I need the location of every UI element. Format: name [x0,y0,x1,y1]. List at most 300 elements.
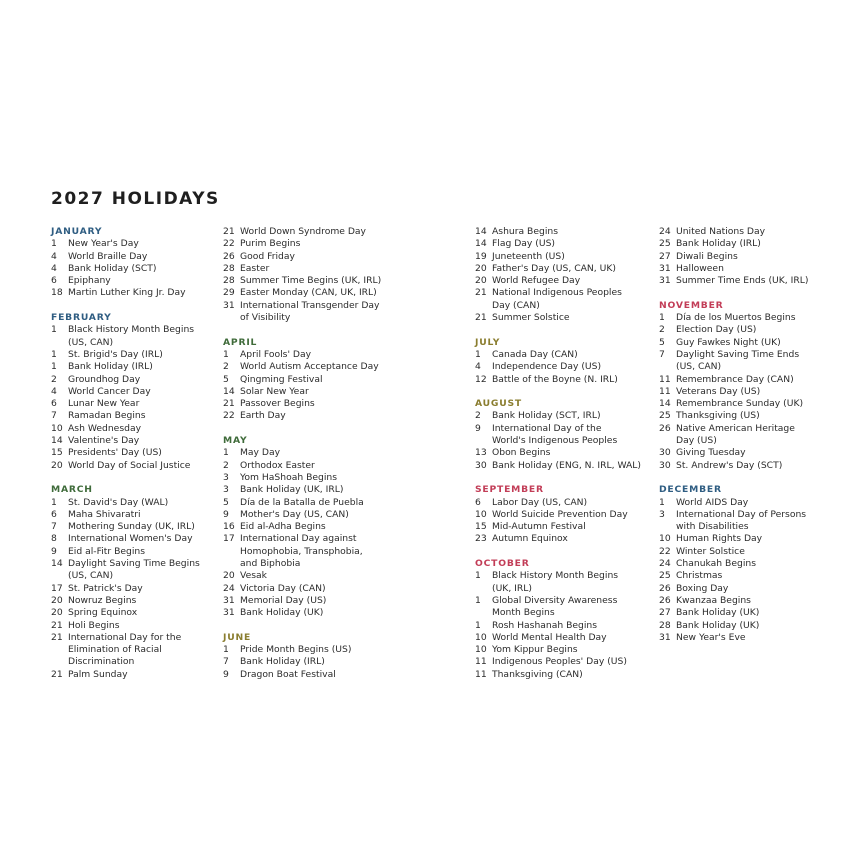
holiday-name: Orthodox Easter [240,459,315,471]
holiday-day-number: 21 [223,226,235,237]
day-spacer [475,300,492,312]
holiday-name: Bank Holiday (UK) [240,607,324,619]
holiday-entry [659,546,829,558]
holiday-entry [51,558,211,570]
holiday-day-number: 20 [475,275,487,287]
holiday-entry-continuation [51,656,211,668]
holiday-name: Chanukah Begins [676,558,756,570]
holiday-name: International Day for the [68,631,182,643]
holiday-name: Global Diversity Awareness [492,594,618,606]
holiday-name: May Day [240,447,281,459]
holiday-entry [223,374,398,386]
holiday-name: Canada Day (CAN) [492,348,578,360]
holiday-day-number: 30 [659,459,671,471]
holiday-entry [659,386,829,398]
holiday-entry-continuation [475,607,645,619]
holiday-entry [223,509,398,521]
holiday-name: Victoria Day (CAN) [240,582,326,594]
holiday-name: Ramadan Begins [68,410,146,422]
holiday-entry [51,509,211,521]
holiday-entry [475,669,645,681]
holiday-day-number: 19 [475,250,487,262]
holiday-name: Mother's Day (US, CAN) [240,508,349,520]
day-spacer [659,521,676,533]
holiday-day-number: 22 [659,545,671,557]
holiday-entry [659,620,829,632]
holiday-day-number: 9 [223,508,229,520]
holiday-day-number: 28 [659,619,671,631]
holiday-name: Homophobia, Transphobia, [240,545,363,557]
holiday-entry [223,251,398,263]
holiday-name: Día de la Batalla de Puebla [240,496,364,508]
holiday-entry [51,607,211,619]
holiday-day-number: 4 [51,250,57,262]
holiday-name: International Day of Persons [676,508,807,520]
holiday-entry [223,607,398,619]
holiday-day-number: 10 [51,422,63,434]
holiday-day-number: 7 [659,348,665,360]
holiday-name: Black History Month Begins [492,570,619,582]
holiday-entry [51,324,211,336]
holiday-day-number: 8 [51,533,57,545]
holiday-entry [659,251,829,263]
holiday-name: (US, CAN) [68,570,114,582]
holiday-entry [659,226,829,238]
holiday-name: Ashura Begins [492,226,558,237]
holiday-entry [659,349,829,361]
holiday-entry [223,595,398,607]
holiday-entry [51,423,211,435]
holiday-day-number: 31 [223,607,235,619]
holiday-entry [51,669,211,681]
holiday-name: April Fools' Day [240,348,312,360]
holiday-day-number: 6 [475,496,481,508]
holiday-day-number: 17 [223,533,235,545]
holiday-day-number: 10 [659,533,671,545]
holiday-name: World Braille Day [68,250,148,262]
holiday-name: World Down Syndrome Day [240,226,366,237]
holiday-name: Indigenous Peoples' Day (US) [492,656,627,668]
holiday-entry [223,669,398,681]
holiday-entry-continuation [475,435,645,447]
holiday-day-number: 2 [223,459,229,471]
holiday-day-number: 9 [223,668,229,680]
holiday-entry [659,570,829,582]
holiday-entry [475,533,645,545]
holiday-day-number: 14 [659,398,671,410]
holiday-entry-continuation [223,312,398,324]
holiday-entry [223,349,398,361]
holiday-name: Maha Shivaratri [68,508,141,520]
holiday-entry [223,410,398,422]
holiday-entry [659,337,829,349]
holiday-day-number: 6 [51,275,57,287]
holiday-entry [659,460,829,472]
holiday-column-4 [659,226,829,644]
holiday-day-number: 10 [475,508,487,520]
holiday-name: Purim Begins [240,238,301,250]
holiday-name: Battle of the Boyne (N. IRL) [492,373,618,385]
day-spacer [659,361,676,373]
holiday-entry [51,460,211,472]
holiday-name: Groundhog Day [68,373,141,385]
holiday-entry-continuation [51,337,211,349]
holiday-entry [659,410,829,422]
holiday-name: Bank Holiday (SCT) [68,262,157,274]
holiday-entry [51,398,211,410]
holiday-entry-continuation [51,644,211,656]
holiday-day-number: 25 [659,410,671,422]
holiday-day-number: 30 [475,459,487,471]
holiday-entry [51,447,211,459]
holiday-day-number: 1 [659,496,665,508]
holiday-day-number: 10 [475,644,487,656]
holiday-name: Juneteenth (US) [492,250,565,262]
holiday-name: Remembrance Sunday (UK) [676,398,804,410]
holiday-entry [475,570,645,582]
holiday-entry-continuation [475,300,645,312]
holiday-name: International Transgender Day [240,299,380,311]
holiday-name: World's Indigenous Peoples [492,435,618,447]
month-heading-april: APRIL [223,336,258,348]
holiday-name: Bank Holiday (IRL) [240,656,325,668]
holiday-entry [223,275,398,287]
holiday-entry [51,595,211,607]
holiday-name: World Autism Acceptance Day [240,361,379,373]
month-heading-may: MAY [223,435,248,447]
holiday-name: Memorial Day (US) [240,594,327,606]
holiday-entry [475,644,645,656]
holiday-entry [475,263,645,275]
holiday-name: Solar New Year [240,385,309,397]
day-spacer [475,583,492,595]
holiday-day-number: 27 [659,607,671,619]
holiday-column-3 [475,226,645,681]
holiday-entry [223,287,398,299]
day-spacer [51,337,68,349]
holiday-day-number: 21 [475,287,487,299]
holiday-name: Valentine's Day [68,435,140,447]
holiday-entry [51,497,211,509]
holiday-entry [223,521,398,533]
holiday-entry-continuation [223,558,398,570]
holiday-name: Veterans Day (US) [676,385,761,397]
holiday-name: Remembrance Day (CAN) [676,373,794,385]
day-spacer [659,435,676,447]
holiday-entry [475,632,645,644]
holiday-entry [223,300,398,312]
holiday-entry [659,374,829,386]
month-heading-august: AUGUST [475,398,522,410]
holiday-day-number: 16 [223,521,235,533]
holiday-day-number: 9 [51,545,57,557]
holiday-day-number: 14 [223,385,235,397]
holiday-name: Obon Begins [492,447,551,459]
holiday-name: Easter Monday (CAN, UK, IRL) [240,287,377,299]
holiday-name: Nowruz Begins [68,594,137,606]
holiday-entry [659,238,829,250]
holiday-entry [223,656,398,668]
month-heading-february: FEBRUARY [51,312,112,324]
holiday-name: Yom Kippur Begins [492,644,578,656]
holiday-column-2 [223,226,398,681]
holiday-day-number: 9 [475,422,481,434]
holiday-name: Yom HaShoah Begins [240,471,338,483]
holiday-entry [659,595,829,607]
holiday-day-number: 1 [223,447,229,459]
holiday-name: Christmas [676,570,723,582]
holiday-entry [223,460,398,472]
holiday-entry [51,349,211,361]
holiday-day-number: 27 [659,250,671,262]
holiday-day-number: 25 [659,238,671,250]
holiday-name: Giving Tuesday [676,447,746,459]
holiday-day-number: 2 [659,324,665,336]
holiday-name: Election Day (US) [676,324,757,336]
holiday-day-number: 4 [51,385,57,397]
holiday-name: World Cancer Day [68,385,151,397]
holiday-day-number: 24 [659,558,671,570]
holiday-day-number: 1 [51,238,57,250]
page-title: 2027 HOLIDAYS [51,189,220,209]
holiday-name: Daylight Saving Time Ends [676,348,800,360]
holiday-day-number: 31 [659,631,671,643]
holiday-name: New Year's Day [68,238,139,250]
month-heading-september: SEPTEMBER [475,484,544,496]
holiday-entry [223,484,398,496]
holiday-day-number: 3 [223,484,229,496]
holiday-day-number: 11 [475,668,487,680]
holiday-day-number: 11 [659,373,671,385]
holiday-name: Summer Time Ends (UK, IRL) [676,275,809,287]
holiday-name: Bank Holiday (UK) [676,619,760,631]
holiday-name: Rosh Hashanah Begins [492,619,598,631]
holiday-entry [51,620,211,632]
holiday-name: World Suicide Prevention Day [492,508,628,520]
holiday-day-number: 31 [223,594,235,606]
holiday-entry [223,386,398,398]
holiday-day-number: 17 [51,582,63,594]
holiday-entry [223,644,398,656]
holiday-entry [475,226,645,238]
holiday-name: International Women's Day [68,533,193,545]
holiday-day-number: 20 [51,594,63,606]
holiday-entry [51,632,211,644]
holiday-entry-continuation [223,546,398,558]
holiday-day-number: 7 [223,656,229,668]
holiday-entry [659,447,829,459]
holiday-entry [659,275,829,287]
holiday-name: New Year's Eve [676,631,746,643]
holiday-entry [475,447,645,459]
holiday-entry [223,263,398,275]
holiday-name: (UK, IRL) [492,582,532,594]
holiday-day-number: 31 [659,262,671,274]
holiday-entry [51,386,211,398]
holiday-entry [51,263,211,275]
holiday-entry [475,374,645,386]
holiday-day-number: 1 [51,348,57,360]
holiday-name: Mid-Autumn Festival [492,521,586,533]
holiday-entry [51,374,211,386]
holiday-name: Halloween [676,262,724,274]
holiday-day-number: 10 [475,631,487,643]
holiday-name: Summer Solstice [492,312,570,324]
holiday-day-number: 1 [475,594,481,606]
holiday-entry [475,287,645,299]
holiday-name: of Visibility [240,312,291,324]
holiday-entry [51,583,211,595]
holiday-day-number: 20 [223,570,235,582]
holiday-day-number: 6 [51,508,57,520]
holiday-name: Human Rights Day [676,533,763,545]
holiday-name: World Day of Social Justice [68,459,191,471]
holiday-name: Easter [240,262,270,274]
holiday-name: Eid al-Fitr Begins [68,545,146,557]
holiday-entry [475,410,645,422]
holiday-entry [659,312,829,324]
holiday-day-number: 26 [659,422,671,434]
holiday-name: Bank Holiday (UK) [676,607,760,619]
holiday-name: Martin Luther King Jr. Day [68,287,186,299]
holiday-name: Presidents' Day (US) [68,447,162,459]
day-spacer [223,546,240,558]
holiday-day-number: 3 [659,508,665,520]
holiday-day-number: 30 [659,447,671,459]
holiday-name: Vesak [240,570,267,582]
holiday-day-number: 28 [223,262,235,274]
holiday-name: Day (CAN) [492,299,540,311]
holiday-entry [475,595,645,607]
holiday-entry [475,423,645,435]
holiday-day-number: 7 [51,410,57,422]
holiday-name: with Disabilities [676,521,749,533]
holiday-day-number: 14 [475,226,487,237]
holiday-name: United Nations Day [676,226,766,237]
holiday-name: Month Begins [492,607,555,619]
holiday-day-number: 24 [659,226,671,237]
holiday-day-number: 1 [475,348,481,360]
holiday-entry [475,312,645,324]
holiday-name: Bank Holiday (IRL) [676,238,761,250]
holiday-name: Thanksgiving (US) [676,410,760,422]
day-spacer [51,570,68,582]
holiday-entry [475,521,645,533]
holiday-name: Labor Day (US, CAN) [492,496,588,508]
holiday-day-number: 20 [475,262,487,274]
holiday-day-number: 5 [223,373,229,385]
month-heading-june: JUNE [223,631,252,643]
month-heading-december: DECEMBER [659,484,722,496]
holiday-name: Autumn Equinox [492,533,568,545]
holiday-day-number: 23 [475,533,487,545]
holiday-entry [475,620,645,632]
month-heading-july: JULY [475,336,501,348]
holiday-entry [475,460,645,472]
holiday-entry [659,324,829,336]
holiday-day-number: 11 [659,385,671,397]
holiday-day-number: 26 [659,594,671,606]
holiday-day-number: 1 [223,348,229,360]
holiday-day-number: 5 [659,336,665,348]
holiday-name: Discrimination [68,656,135,668]
holiday-day-number: 15 [51,447,63,459]
holiday-name: Bank Holiday (IRL) [68,361,153,373]
holiday-name: Guy Fawkes Night (UK) [676,336,781,348]
day-spacer [223,312,240,324]
holiday-day-number: 21 [51,668,63,680]
holiday-name: Earth Day [240,410,286,422]
day-spacer [475,607,492,619]
holiday-name: Epiphany [68,275,111,287]
holiday-name: Dragon Boat Festival [240,668,336,680]
holiday-day-number: 1 [659,312,665,324]
holiday-name: National Indigenous Peoples [492,287,622,299]
holiday-entry [659,632,829,644]
holiday-name: Mothering Sunday (UK, IRL) [68,521,195,533]
holiday-entry [223,226,398,238]
holiday-name: Bank Holiday (SCT, IRL) [492,410,601,422]
holiday-entry-continuation [51,570,211,582]
holiday-name: Summer Time Begins (UK, IRL) [240,275,382,287]
holiday-name: Día de los Muertos Begins [676,312,796,324]
holiday-day-number: 26 [659,582,671,594]
holiday-day-number: 1 [51,324,57,336]
holiday-entry [475,509,645,521]
holiday-name: Native American Heritage [676,422,795,434]
holiday-entry [659,497,829,509]
holiday-name: Holi Begins [68,619,120,631]
holiday-day-number: 12 [475,373,487,385]
holiday-entry-continuation [659,435,829,447]
holiday-name: Palm Sunday [68,668,128,680]
holiday-entry [659,423,829,435]
holiday-name: (US, CAN) [68,336,114,348]
holiday-day-number: 29 [223,287,235,299]
holiday-entry [51,435,211,447]
holiday-day-number: 7 [51,521,57,533]
month-heading-november: NOVEMBER [659,299,724,311]
holiday-day-number: 31 [659,275,671,287]
holiday-entry [223,361,398,373]
holiday-entry [51,275,211,287]
holiday-name: Father's Day (US, CAN, UK) [492,262,616,274]
holiday-day-number: 21 [223,398,235,410]
holiday-day-number: 1 [223,644,229,656]
holiday-name: Daylight Saving Time Begins [68,558,200,570]
holiday-entry [475,238,645,250]
day-spacer [223,558,240,570]
holiday-entry [223,533,398,545]
holiday-day-number: 13 [475,447,487,459]
holiday-entry [223,497,398,509]
holiday-entry [223,398,398,410]
holiday-name: Boxing Day [676,582,729,594]
holiday-name: World Refugee Day [492,275,581,287]
holiday-entry [223,583,398,595]
holiday-entry [223,570,398,582]
holiday-name: Ash Wednesday [68,422,142,434]
holiday-day-number: 18 [51,287,63,299]
holiday-name: St. Brigid's Day (IRL) [68,348,163,360]
holiday-entry [51,361,211,373]
day-spacer [51,656,68,668]
holiday-entry [659,583,829,595]
holiday-entry [475,251,645,263]
holiday-name: World Mental Health Day [492,631,607,643]
holiday-day-number: 26 [223,250,235,262]
holiday-day-number: 2 [223,361,229,373]
